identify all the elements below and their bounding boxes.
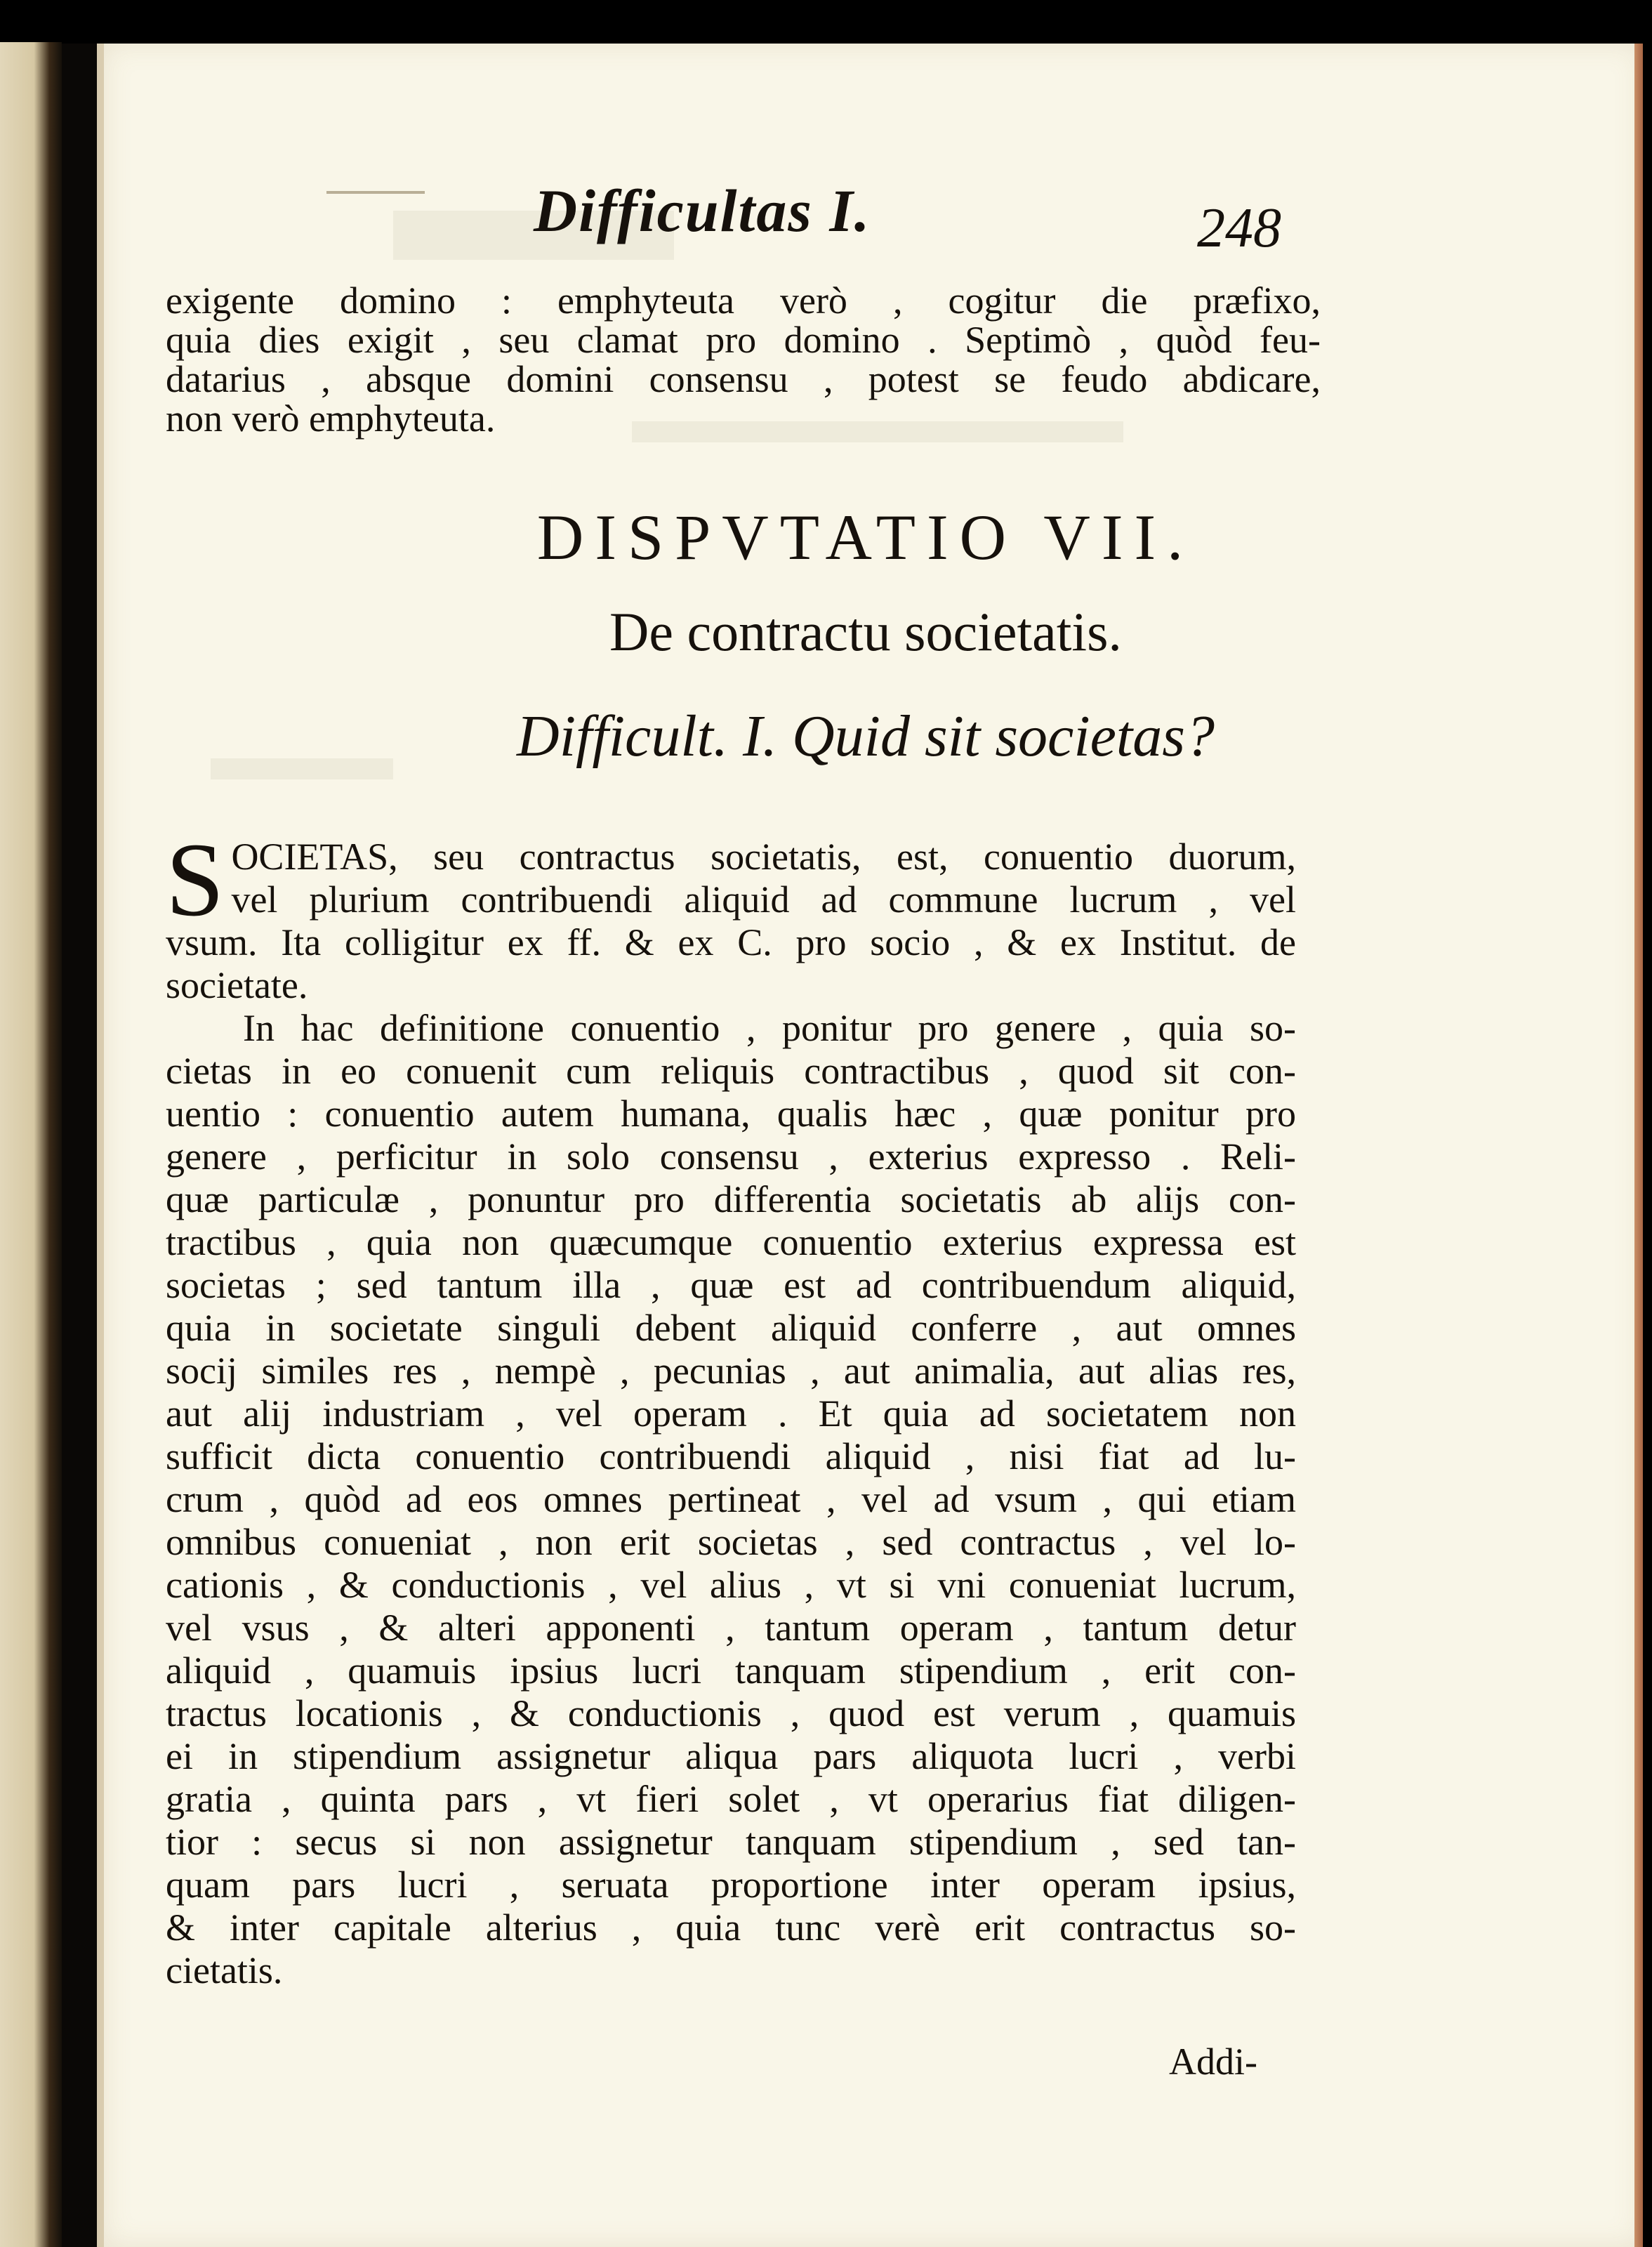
text-line: gratia , quinta pars , vt fieri solet , vt operarius fiat diligen- [166, 1778, 1296, 1820]
scan-top-border [0, 0, 1652, 44]
text-line: cietas in eo conuenit cum reliquis contractibus , quod sit con- [166, 1050, 1296, 1092]
catchword: Addi- [1169, 2041, 1257, 2083]
page-number: 248 [1197, 197, 1281, 259]
text-line: omnibus conueniat , non erit societas , sed contractus , vel lo- [166, 1521, 1296, 1563]
text-line: non verò emphyteuta. [166, 397, 496, 440]
text-line: genere , perficitur in solo consensu , exterius expresso . Reli- [166, 1135, 1296, 1178]
drop-cap: S [166, 822, 225, 938]
text-line: vel plurium contribuendi aliquid ad commune lucrum , vel [231, 878, 1296, 921]
text-line: quæ particulæ , ponuntur pro differentia societatis ab alijs con- [166, 1178, 1296, 1220]
text-line: sufficit dicta conuentio contribuendi aliquid , nisi fiat ad lu- [166, 1435, 1296, 1477]
disputation-title: DISPVTATIO VII. [536, 501, 1195, 573]
text-line: tractibus , quia non quæcumque conuentio exterius expressa est [166, 1221, 1296, 1263]
text-line: exigente domino : emphyteuta verò , cogitur die præfixo, [166, 279, 1321, 322]
text-line: vsum. Ita colligitur ex ff. & ex C. pro socio , & ex Institut. de [166, 921, 1296, 963]
difficulty-title: Difficult. I. Quid sit societas? [517, 704, 1215, 769]
header-rule [326, 191, 425, 194]
body-text [166, 822, 1296, 1992]
text-line: In hac definitione conuentio , ponitur pro genere , quia so- [243, 1007, 1296, 1049]
text-line: socij similes res , nempè , pecunias , aut animalia, aut alias res, [166, 1350, 1296, 1392]
text-line: aut alij industriam , vel operam . Et quia ad societatem non [166, 1392, 1296, 1435]
text-line: & inter capitale alterius , quia tunc verè erit contractus so- [166, 1906, 1296, 1949]
text-line: cietatis. [166, 1949, 283, 1991]
text-line: quam pars lucri , seruata proportione inter operam ipsius, [166, 1864, 1296, 1906]
text-line: tractus locationis , & conductionis , quod est verum , quamuis [166, 1692, 1296, 1734]
text-line: uentio : conuentio autem humana, qualis hæc , quæ ponitur pro [166, 1093, 1296, 1135]
text-line: OCIETAS, seu contractus societatis, est, conuentio duorum, [231, 836, 1296, 878]
text-line: quia dies exigit , seu clamat pro domino . Septimò , quòd feu- [166, 319, 1321, 361]
text-line: societate. [166, 964, 308, 1006]
text-line: ei in stipendium assignetur aliqua pars aliquota lucri , verbi [166, 1735, 1296, 1777]
text-line: aliquid , quamuis ipsius lucri tanquam stipendium , erit con- [166, 1649, 1296, 1692]
text-line: tior : secus si non assignetur tanquam stipendium , sed tan- [166, 1821, 1296, 1863]
text-line: vel vsus , & alteri apponenti , tantum operam , tantum detur [166, 1607, 1296, 1649]
disputation-subtitle: De contractu societatis. [609, 601, 1122, 662]
text-line: societas ; sed tantum illa , quæ est ad contribuendum aliquid, [166, 1264, 1296, 1306]
carry-over-text [166, 281, 1321, 438]
running-head: Difficultas I. [534, 177, 871, 244]
facing-page-edge [0, 42, 62, 2247]
paragraph-explanation [166, 1007, 1296, 1992]
text-line: datarius , absque domini consensu , potest se feudo abdicare, [166, 358, 1321, 400]
text-line: cationis , & conductionis , vel alius , vt si vni conueniat lucrum, [166, 1564, 1296, 1606]
text-line: quia in societate singuli debent aliquid conferre , aut omnes [166, 1307, 1296, 1349]
paragraph-definition [166, 822, 1296, 1007]
scan-right-border [1643, 0, 1652, 2247]
text-line: crum , quòd ad eos omnes pertineat , vel ad vsum , qui etiam [166, 1478, 1296, 1520]
